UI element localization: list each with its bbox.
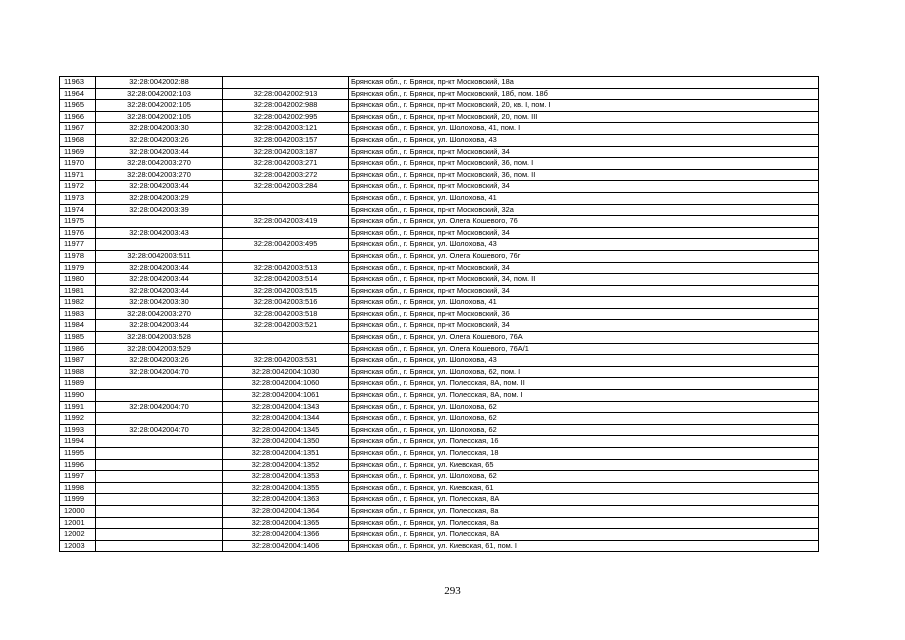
land-cadastral-number-cell: 32:28:0042003:270 xyxy=(96,308,223,320)
row-number-cell: 11993 xyxy=(60,424,96,436)
address-cell: Брянская обл., г. Брянск, ул. Полесская, 8А xyxy=(349,494,819,506)
land-cadastral-number-cell xyxy=(96,390,223,402)
address-cell: Брянская обл., г. Брянск, пр-кт Московский, 34 xyxy=(349,227,819,239)
land-cadastral-number-cell: 32:28:0042002:103 xyxy=(96,88,223,100)
row-number-cell: 11973 xyxy=(60,192,96,204)
table-row xyxy=(60,134,819,146)
land-cadastral-number-cell: 32:28:0042003:30 xyxy=(96,123,223,135)
table-row xyxy=(60,540,819,552)
row-number-cell: 12003 xyxy=(60,540,96,552)
address-cell: Брянская обл., г. Брянск, ул. Полесская, 18 xyxy=(349,448,819,460)
land-cadastral-number-cell: 32:28:0042004:70 xyxy=(96,401,223,413)
address-cell: Брянская обл., г. Брянск, ул. Олега Кошевого, 76г xyxy=(349,250,819,262)
land-cadastral-number-cell: 32:28:0042003:529 xyxy=(96,343,223,355)
land-cadastral-number-cell xyxy=(96,505,223,517)
building-cadastral-number-cell: 32:28:0042004:1355 xyxy=(223,482,349,494)
land-cadastral-number-cell xyxy=(96,459,223,471)
address-cell: Брянская обл., г. Брянск, пр-кт Московский, 36 xyxy=(349,308,819,320)
land-cadastral-number-cell xyxy=(96,517,223,529)
row-number-cell: 11992 xyxy=(60,413,96,425)
row-number-cell: 11977 xyxy=(60,239,96,251)
building-cadastral-number-cell xyxy=(223,192,349,204)
row-number-cell: 11989 xyxy=(60,378,96,390)
row-number-cell: 11985 xyxy=(60,332,96,344)
address-cell: Брянская обл., г. Брянск, пр-кт Московский, 18а xyxy=(349,77,819,89)
building-cadastral-number-cell: 32:28:0042003:495 xyxy=(223,239,349,251)
land-cadastral-number-cell: 32:28:0042003:43 xyxy=(96,227,223,239)
address-cell: Брянская обл., г. Брянск, пр-кт Московский, 20, кв. I, пом. I xyxy=(349,100,819,112)
table-row xyxy=(60,332,819,344)
land-cadastral-number-cell: 32:28:0042004:70 xyxy=(96,424,223,436)
land-cadastral-number-cell: 32:28:0042003:270 xyxy=(96,169,223,181)
table-row xyxy=(60,459,819,471)
land-cadastral-number-cell xyxy=(96,413,223,425)
building-cadastral-number-cell: 32:28:0042003:272 xyxy=(223,169,349,181)
row-number-cell: 11994 xyxy=(60,436,96,448)
row-number-cell: 12000 xyxy=(60,505,96,517)
table-row xyxy=(60,505,819,517)
row-number-cell: 11983 xyxy=(60,308,96,320)
table-row xyxy=(60,343,819,355)
land-cadastral-number-cell xyxy=(96,239,223,251)
table-row xyxy=(60,390,819,402)
building-cadastral-number-cell xyxy=(223,227,349,239)
property-registry-table xyxy=(59,76,819,552)
address-cell: Брянская обл., г. Брянск, ул. Шолохова, 43 xyxy=(349,239,819,251)
building-cadastral-number-cell: 32:28:0042004:1344 xyxy=(223,413,349,425)
row-number-cell: 11968 xyxy=(60,134,96,146)
address-cell: Брянская обл., г. Брянск, пр-кт Московский, 34 xyxy=(349,285,819,297)
building-cadastral-number-cell: 32:28:0042004:1351 xyxy=(223,448,349,460)
building-cadastral-number-cell: 32:28:0042004:1343 xyxy=(223,401,349,413)
address-cell: Брянская обл., г. Брянск, пр-кт Московский, 20, пом. III xyxy=(349,111,819,123)
address-cell: Брянская обл., г. Брянск, ул. Шолохова, 62 xyxy=(349,401,819,413)
row-number-cell: 11972 xyxy=(60,181,96,193)
row-number-cell: 12001 xyxy=(60,517,96,529)
building-cadastral-number-cell: 32:28:0042004:1030 xyxy=(223,366,349,378)
building-cadastral-number-cell: 32:28:0042003:513 xyxy=(223,262,349,274)
table-row xyxy=(60,482,819,494)
row-number-cell: 11982 xyxy=(60,297,96,309)
table-row xyxy=(60,169,819,181)
land-cadastral-number-cell: 32:28:0042003:30 xyxy=(96,297,223,309)
table-row xyxy=(60,517,819,529)
building-cadastral-number-cell: 32:28:0042003:271 xyxy=(223,158,349,170)
address-cell: Брянская обл., г. Брянск, ул. Олега Кошевого, 76 xyxy=(349,216,819,228)
land-cadastral-number-cell: 32:28:0042002:88 xyxy=(96,77,223,89)
address-cell: Брянская обл., г. Брянск, ул. Киевская, 61 xyxy=(349,482,819,494)
land-cadastral-number-cell xyxy=(96,529,223,541)
land-cadastral-number-cell: 32:28:0042002:105 xyxy=(96,111,223,123)
land-cadastral-number-cell: 32:28:0042003:44 xyxy=(96,181,223,193)
address-cell: Брянская обл., г. Брянск, пр-кт Московский, 34, пом. II xyxy=(349,274,819,286)
building-cadastral-number-cell: 32:28:0042004:1365 xyxy=(223,517,349,529)
building-cadastral-number-cell: 32:28:0042002:988 xyxy=(223,100,349,112)
row-number-cell: 11969 xyxy=(60,146,96,158)
row-number-cell: 11990 xyxy=(60,390,96,402)
row-number-cell: 11965 xyxy=(60,100,96,112)
table-row xyxy=(60,308,819,320)
table-row xyxy=(60,448,819,460)
address-cell: Брянская обл., г. Брянск, ул. Киевская, 61, пом. I xyxy=(349,540,819,552)
table-row xyxy=(60,413,819,425)
building-cadastral-number-cell: 32:28:0042004:1345 xyxy=(223,424,349,436)
land-cadastral-number-cell: 32:28:0042004:70 xyxy=(96,366,223,378)
row-number-cell: 11964 xyxy=(60,88,96,100)
row-number-cell: 11988 xyxy=(60,366,96,378)
building-cadastral-number-cell: 32:28:0042004:1060 xyxy=(223,378,349,390)
address-cell: Брянская обл., г. Брянск, ул. Олега Кошевого, 76А xyxy=(349,332,819,344)
table-row xyxy=(60,111,819,123)
table-row xyxy=(60,378,819,390)
land-cadastral-number-cell: 32:28:0042003:44 xyxy=(96,274,223,286)
building-cadastral-number-cell: 32:28:0042003:284 xyxy=(223,181,349,193)
row-number-cell: 11986 xyxy=(60,343,96,355)
land-cadastral-number-cell: 32:28:0042003:44 xyxy=(96,320,223,332)
table-row xyxy=(60,401,819,413)
land-cadastral-number-cell: 32:28:0042003:39 xyxy=(96,204,223,216)
building-cadastral-number-cell: 32:28:0042003:187 xyxy=(223,146,349,158)
table-row xyxy=(60,250,819,262)
row-number-cell: 11997 xyxy=(60,471,96,483)
row-number-cell: 11998 xyxy=(60,482,96,494)
building-cadastral-number-cell: 32:28:0042003:531 xyxy=(223,355,349,367)
row-number-cell: 11996 xyxy=(60,459,96,471)
address-cell: Брянская обл., г. Брянск, пр-кт Московский, 32а xyxy=(349,204,819,216)
table-row xyxy=(60,297,819,309)
building-cadastral-number-cell: 32:28:0042003:518 xyxy=(223,308,349,320)
address-cell: Брянская обл., г. Брянск, ул. Шолохова, 62 xyxy=(349,424,819,436)
building-cadastral-number-cell xyxy=(223,77,349,89)
address-cell: Брянская обл., г. Брянск, ул. Полесская, 8А, пом. II xyxy=(349,378,819,390)
land-cadastral-number-cell: 32:28:0042003:29 xyxy=(96,192,223,204)
address-cell: Брянская обл., г. Брянск, ул. Полесская, 8А, пом. I xyxy=(349,390,819,402)
table-row xyxy=(60,471,819,483)
address-cell: Брянская обл., г. Брянск, ул. Шолохова, 62 xyxy=(349,413,819,425)
address-cell: Брянская обл., г. Брянск, ул. Шолохова, 41 xyxy=(349,192,819,204)
registry-table-body xyxy=(60,77,819,552)
row-number-cell: 11978 xyxy=(60,250,96,262)
page-number: 293 xyxy=(444,585,461,597)
building-cadastral-number-cell: 32:28:0042002:995 xyxy=(223,111,349,123)
address-cell: Брянская обл., г. Брянск, пр-кт Московский, 34 xyxy=(349,320,819,332)
building-cadastral-number-cell: 32:28:0042003:121 xyxy=(223,123,349,135)
address-cell: Брянская обл., г. Брянск, ул. Олега Кошевого, 76А/1 xyxy=(349,343,819,355)
table-row xyxy=(60,100,819,112)
row-number-cell: 12002 xyxy=(60,529,96,541)
table-row xyxy=(60,274,819,286)
table-row xyxy=(60,366,819,378)
table-row xyxy=(60,146,819,158)
table-row xyxy=(60,227,819,239)
building-cadastral-number-cell: 32:28:0042004:1353 xyxy=(223,471,349,483)
row-number-cell: 11966 xyxy=(60,111,96,123)
building-cadastral-number-cell: 32:28:0042003:157 xyxy=(223,134,349,146)
building-cadastral-number-cell: 32:28:0042004:1364 xyxy=(223,505,349,517)
land-cadastral-number-cell: 32:28:0042003:511 xyxy=(96,250,223,262)
land-cadastral-number-cell: 32:28:0042002:105 xyxy=(96,100,223,112)
building-cadastral-number-cell: 32:28:0042003:515 xyxy=(223,285,349,297)
table-row xyxy=(60,529,819,541)
address-cell: Брянская обл., г. Брянск, ул. Шолохова, 62 xyxy=(349,471,819,483)
address-cell: Брянская обл., г. Брянск, ул. Шолохова, 41 xyxy=(349,297,819,309)
row-number-cell: 11980 xyxy=(60,274,96,286)
address-cell: Брянская обл., г. Брянск, ул. Шолохова, 43 xyxy=(349,355,819,367)
table-row xyxy=(60,204,819,216)
land-cadastral-number-cell: 32:28:0042003:44 xyxy=(96,285,223,297)
building-cadastral-number-cell: 32:28:0042004:1366 xyxy=(223,529,349,541)
table-row xyxy=(60,424,819,436)
land-cadastral-number-cell: 32:28:0042003:270 xyxy=(96,158,223,170)
table-row xyxy=(60,239,819,251)
row-number-cell: 11975 xyxy=(60,216,96,228)
building-cadastral-number-cell xyxy=(223,332,349,344)
building-cadastral-number-cell: 32:28:0042003:514 xyxy=(223,274,349,286)
row-number-cell: 11974 xyxy=(60,204,96,216)
land-cadastral-number-cell xyxy=(96,540,223,552)
land-cadastral-number-cell: 32:28:0042003:528 xyxy=(96,332,223,344)
address-cell: Брянская обл., г. Брянск, пр-кт Московский, 36, пом. II xyxy=(349,169,819,181)
table-row xyxy=(60,436,819,448)
row-number-cell: 11970 xyxy=(60,158,96,170)
building-cadastral-number-cell: 32:28:0042004:1352 xyxy=(223,459,349,471)
land-cadastral-number-cell xyxy=(96,378,223,390)
building-cadastral-number-cell xyxy=(223,343,349,355)
building-cadastral-number-cell xyxy=(223,250,349,262)
land-cadastral-number-cell xyxy=(96,471,223,483)
address-cell: Брянская обл., г. Брянск, пр-кт Московский, 36, пом. I xyxy=(349,158,819,170)
building-cadastral-number-cell: 32:28:0042004:1406 xyxy=(223,540,349,552)
building-cadastral-number-cell: 32:28:0042004:1061 xyxy=(223,390,349,402)
land-cadastral-number-cell: 32:28:0042003:26 xyxy=(96,134,223,146)
address-cell: Брянская обл., г. Брянск, ул. Полесская, 8А xyxy=(349,529,819,541)
address-cell: Брянская обл., г. Брянск, ул. Киевская, 65 xyxy=(349,459,819,471)
building-cadastral-number-cell: 32:28:0042004:1363 xyxy=(223,494,349,506)
land-cadastral-number-cell xyxy=(96,436,223,448)
table-row xyxy=(60,123,819,135)
land-cadastral-number-cell xyxy=(96,494,223,506)
table-row xyxy=(60,77,819,89)
building-cadastral-number-cell: 32:28:0042002:913 xyxy=(223,88,349,100)
row-number-cell: 11976 xyxy=(60,227,96,239)
row-number-cell: 11999 xyxy=(60,494,96,506)
table-row xyxy=(60,320,819,332)
row-number-cell: 11971 xyxy=(60,169,96,181)
building-cadastral-number-cell: 32:28:0042004:1350 xyxy=(223,436,349,448)
address-cell: Брянская обл., г. Брянск, ул. Полесская, 8а xyxy=(349,505,819,517)
building-cadastral-number-cell: 32:28:0042003:516 xyxy=(223,297,349,309)
row-number-cell: 11984 xyxy=(60,320,96,332)
land-cadastral-number-cell: 32:28:0042003:26 xyxy=(96,355,223,367)
address-cell: Брянская обл., г. Брянск, ул. Полесская, 8а xyxy=(349,517,819,529)
row-number-cell: 11987 xyxy=(60,355,96,367)
address-cell: Брянская обл., г. Брянск, пр-кт Московский, 34 xyxy=(349,146,819,158)
address-cell: Брянская обл., г. Брянск, пр-кт Московский, 18б, пом. 18б xyxy=(349,88,819,100)
land-cadastral-number-cell xyxy=(96,482,223,494)
land-cadastral-number-cell: 32:28:0042003:44 xyxy=(96,262,223,274)
address-cell: Брянская обл., г. Брянск, пр-кт Московский, 34 xyxy=(349,181,819,193)
address-cell: Брянская обл., г. Брянск, ул. Полесская, 16 xyxy=(349,436,819,448)
address-cell: Брянская обл., г. Брянск, ул. Шолохова, 62, пом. I xyxy=(349,366,819,378)
table-row xyxy=(60,355,819,367)
address-cell: Брянская обл., г. Брянск, ул. Шолохова, 41, пом. I xyxy=(349,123,819,135)
row-number-cell: 11967 xyxy=(60,123,96,135)
land-cadastral-number-cell: 32:28:0042003:44 xyxy=(96,146,223,158)
table-row xyxy=(60,158,819,170)
table-row xyxy=(60,181,819,193)
table-row xyxy=(60,192,819,204)
row-number-cell: 11991 xyxy=(60,401,96,413)
building-cadastral-number-cell xyxy=(223,204,349,216)
table-row xyxy=(60,216,819,228)
table-row xyxy=(60,262,819,274)
address-cell: Брянская обл., г. Брянск, ул. Шолохова, 43 xyxy=(349,134,819,146)
land-cadastral-number-cell xyxy=(96,216,223,228)
row-number-cell: 11995 xyxy=(60,448,96,460)
row-number-cell: 11981 xyxy=(60,285,96,297)
table-row xyxy=(60,88,819,100)
row-number-cell: 11979 xyxy=(60,262,96,274)
land-cadastral-number-cell xyxy=(96,448,223,460)
building-cadastral-number-cell: 32:28:0042003:419 xyxy=(223,216,349,228)
table-row xyxy=(60,494,819,506)
building-cadastral-number-cell: 32:28:0042003:521 xyxy=(223,320,349,332)
table-row xyxy=(60,285,819,297)
address-cell: Брянская обл., г. Брянск, пр-кт Московский, 34 xyxy=(349,262,819,274)
row-number-cell: 11963 xyxy=(60,77,96,89)
